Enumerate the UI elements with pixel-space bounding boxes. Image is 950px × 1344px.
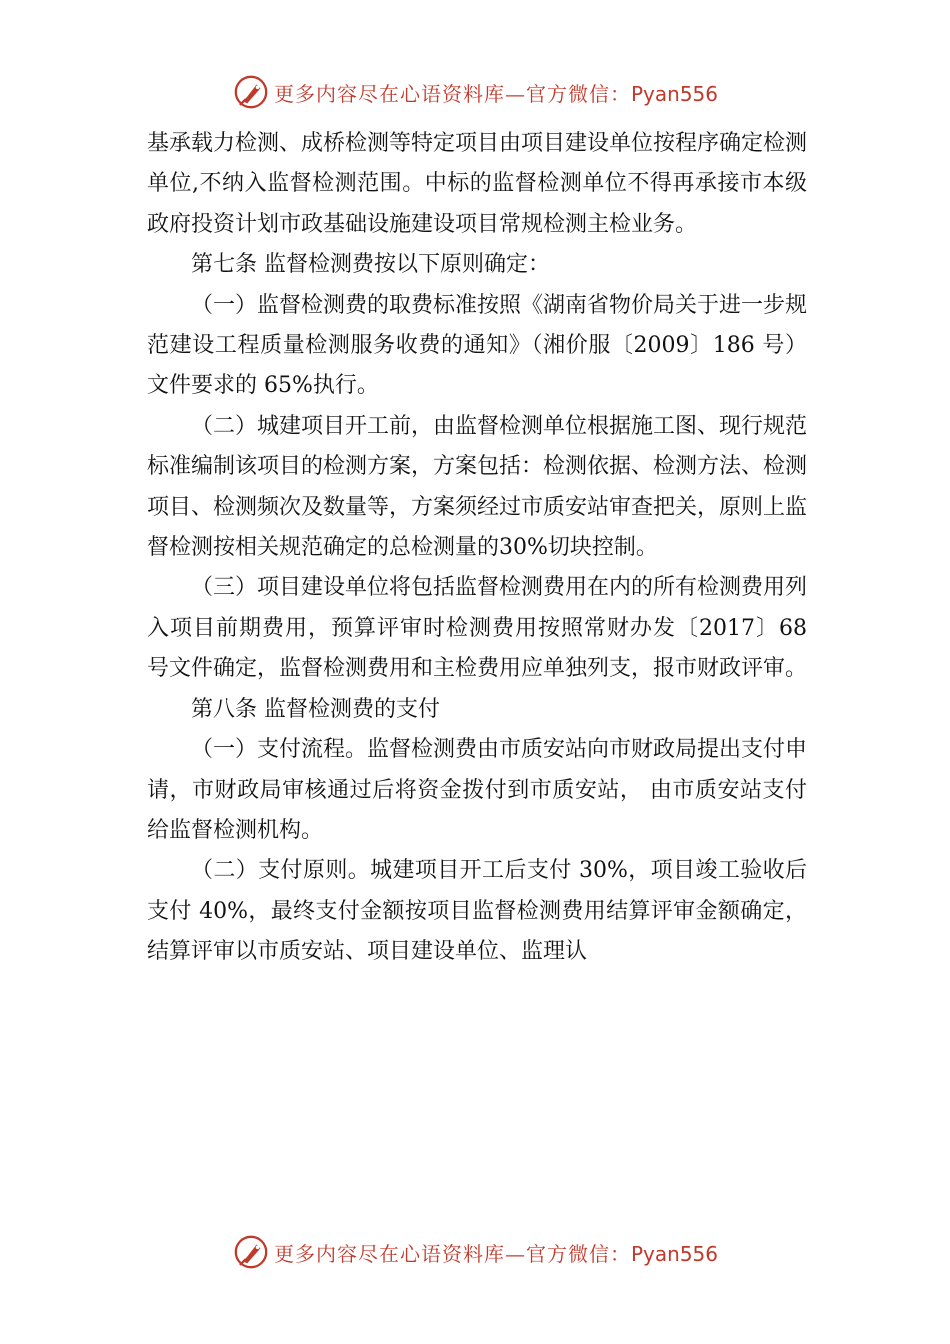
article-7-item-1: （一）监督检测费的取费标准按照《湖南省物价局关于进一步规范建设工程质量检测服务收费的通知》（湘价服〔2009〕186 号）文件要求的 65%执行。 <box>147 292 808 399</box>
banner-text <box>274 1238 718 1267</box>
article-8-item-1: （一）支付流程。监督检测费由市质安站向市财政局提出支付申请，市财政局审核通过后将资金拨付到市质安站， 由市质安站支付给监督检测机构。 <box>147 737 808 843</box>
pen-nib-logo-icon <box>232 73 270 111</box>
banner-slogan: 更多内容尽在心语资料库—官方微信： <box>273 1241 631 1266</box>
header-banner <box>0 70 950 114</box>
footer-banner <box>0 1230 950 1274</box>
article-7-item-3: （三）项目建设单位将包括监督检测费用在内的所有检测费用列入项目前期费用，预算评审时检测费用按照常财办发〔2017〕68 号文件确定，监督检测费用和主检费用应单独列支，报市财政评审。 <box>147 575 808 682</box>
document-body <box>147 124 807 973</box>
article-7-heading: 第七条 监督检测费按以下原则确定： <box>191 252 550 278</box>
article-8-item-2: （二）支付原则。城建项目开工后支付 30%，项目竣工验收后支付 40%，最终支付金额按项目监督检测费用结算评审金额确定，结算评审以市质安站、项目建设单位、监理认 <box>147 858 807 965</box>
banner-wechat-handle: Pyan556 <box>630 1241 718 1266</box>
article-8-heading: 第八条 监督检测费的支付 <box>191 696 440 722</box>
banner-text <box>274 78 718 107</box>
banner-slogan: 更多内容尽在心语资料库—官方微信： <box>273 81 631 106</box>
pen-nib-logo-icon <box>232 1233 270 1271</box>
banner-wechat-handle: Pyan556 <box>630 81 718 106</box>
article-7-item-2: （二）城建项目开工前，由监督检测单位根据施工图、现行规范标准编制该项目的检测方案，方案包括：检测依据、检测方法、检测项目、检测频次及数量等，方案须经过市质安站审查把关，原则上监督检测按相关规范确定的总检测量的30%切块控制。 <box>147 413 808 561</box>
paragraph-continued: 基承载力检测、成桥检测等特定项目由项目建设单位按程序确定检测单位,不纳入监督检测范围。中标的监督检测单位不得再承接市本级政府投资计划市政基础设施建设项目常规检测主检业务。 <box>147 131 808 237</box>
